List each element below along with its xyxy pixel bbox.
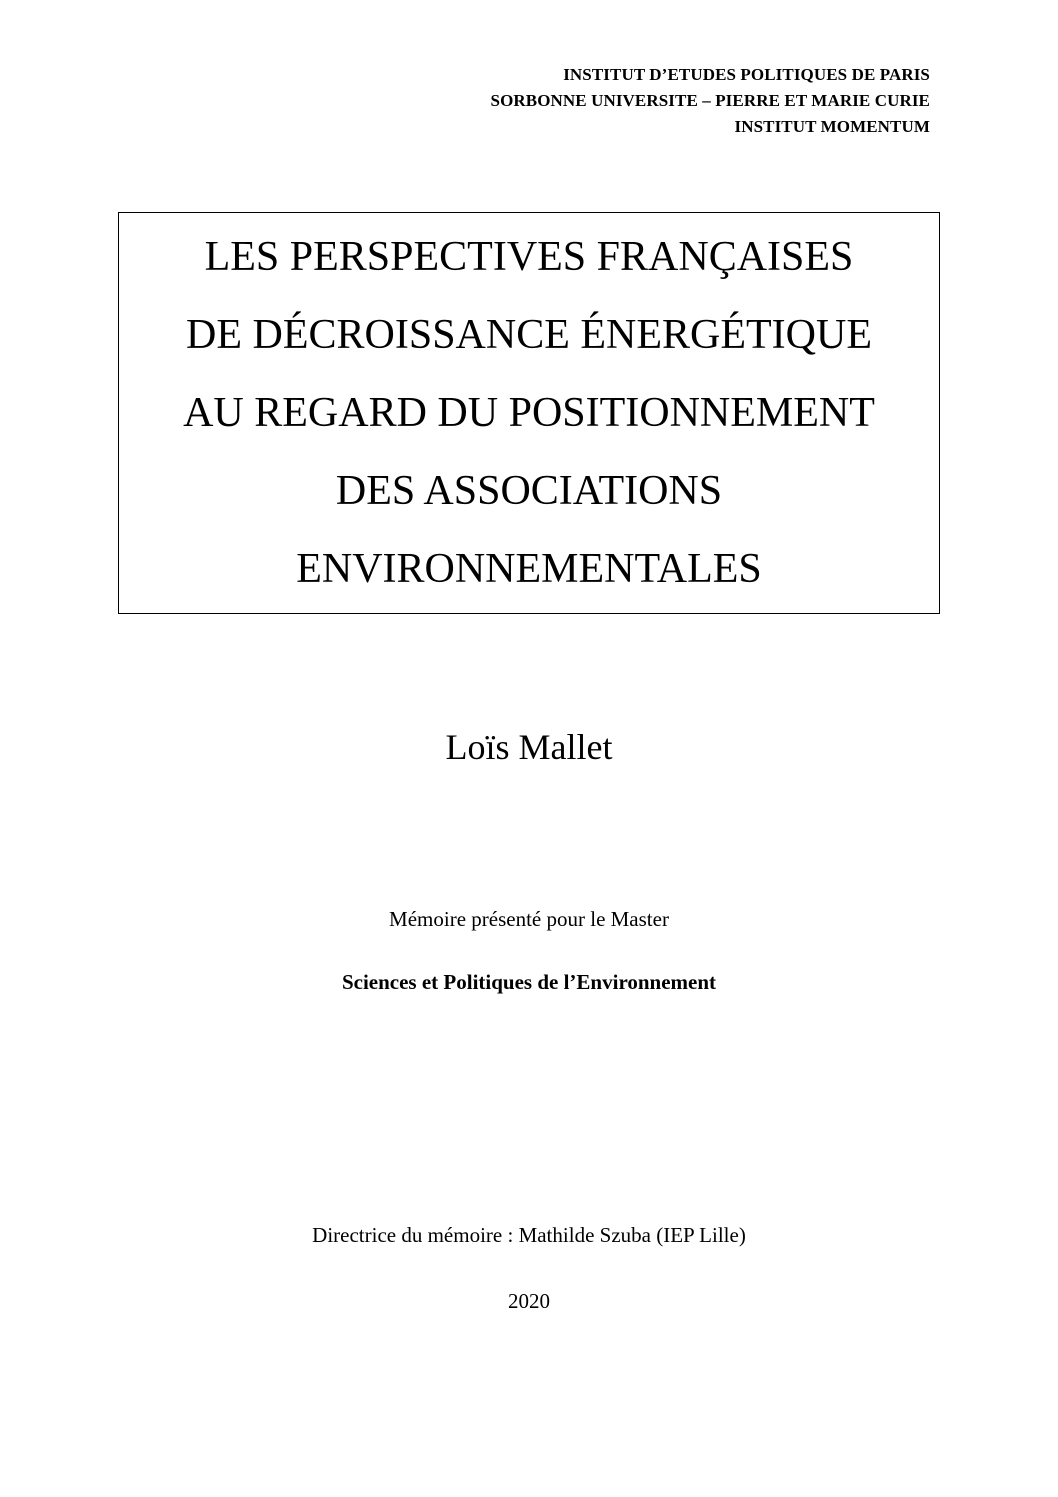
thesis-director: Directrice du mémoire : Mathilde Szuba (IEP Lille) (312, 1223, 746, 1247)
title-line: DE DÉCROISSANCE ÉNERGÉTIQUE (186, 312, 872, 358)
title-line: AU REGARD DU POSITIONNEMENT (183, 390, 875, 436)
institution-line: SORBONNE UNIVERSITE – PIERRE ET MARIE CURIE (490, 91, 930, 110)
degree-statement: Mémoire présenté pour le Master (389, 907, 669, 931)
author-name: Loïs Mallet (445, 727, 613, 767)
title-line: DES ASSOCIATIONS (335, 468, 723, 514)
year: 2020 (508, 1289, 550, 1313)
institution-line: INSTITUT D’ETUDES POLITIQUES DE PARIS (563, 65, 930, 84)
title-box (118, 212, 940, 614)
program-name: Sciences et Politiques de l’Environnement (341, 970, 717, 994)
institution-line: INSTITUT MOMENTUM (734, 117, 930, 136)
title-line: ENVIRONNEMENTALES (296, 546, 762, 592)
title-line: LES PERSPECTIVES FRANÇAISES (204, 234, 854, 280)
institutions-header (491, 62, 930, 140)
